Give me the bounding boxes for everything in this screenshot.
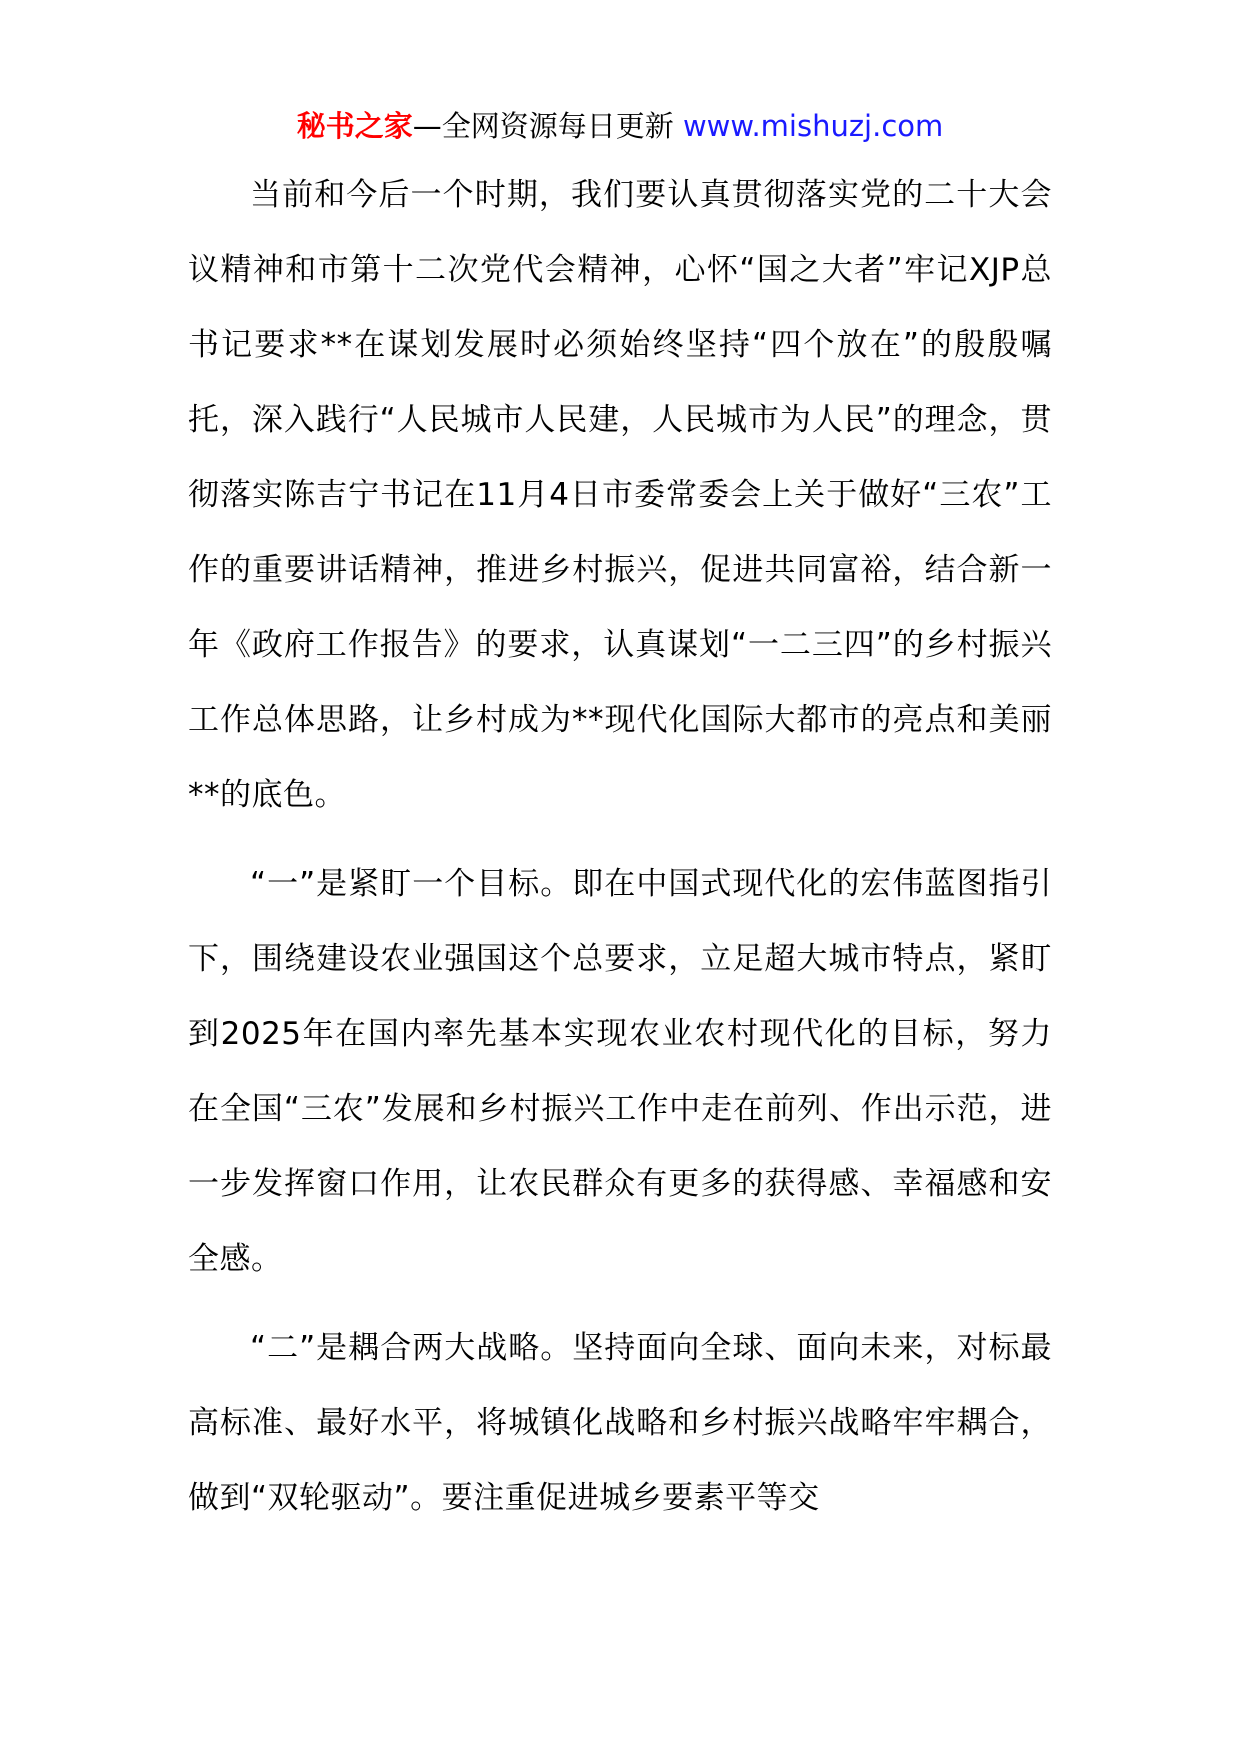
- paragraph-one-goal: “一”是紧盯一个目标。即在中国式现代化的宏伟蓝图指引下，围绕建设农业强国这个总要求，立足超大城市特点，紧盯到2025年在国内率先基本实现农业农村现代化的目标，努力在全国“三农”发展和乡村振兴工作中走在前列、作出示范，进一步发挥窗口作用，让农民群众有更多的获得感、幸福感和安全感。: [188, 866, 1052, 1277]
- paragraph-intro: 当前和今后一个时期，我们要认真贯彻落实党的二十大会议精神和市第十二次党代会精神，心怀“国之大者”牢记XJP总书记要求**在谋划发展时必须始终坚持“四个放在”的殷殷嘱托，深入践行“人民城市人民建，人民城市为人民”的理念，贯彻落实陈吉宁书记在11月4日市委常委会上关于做好“三农”工作的重要讲话精神，推进乡村振兴，促进共同富裕，结合新一年《政府工作报告》的要求，认真谋划“一二三四”的乡村振兴工作总体思路，让乡村成为**现代化国际大都市的亮点和美丽**的底色。: [188, 177, 1052, 813]
- page-header: [0, 104, 1240, 148]
- website-link[interactable]: www.mishuzj.com: [682, 109, 944, 143]
- paragraph-two-strategies: “二”是耦合两大战略。坚持面向全球、面向未来，对标最高标准、最好水平，将城镇化战略和乡村振兴战略牢牢耦合，做到“双轮驱动”。要注重促进城乡要素平等交: [188, 1330, 1052, 1516]
- header-tagline: —全网资源每日更新: [412, 109, 683, 143]
- document-body: [188, 158, 1052, 1536]
- brand-name: 秘书之家: [296, 109, 413, 143]
